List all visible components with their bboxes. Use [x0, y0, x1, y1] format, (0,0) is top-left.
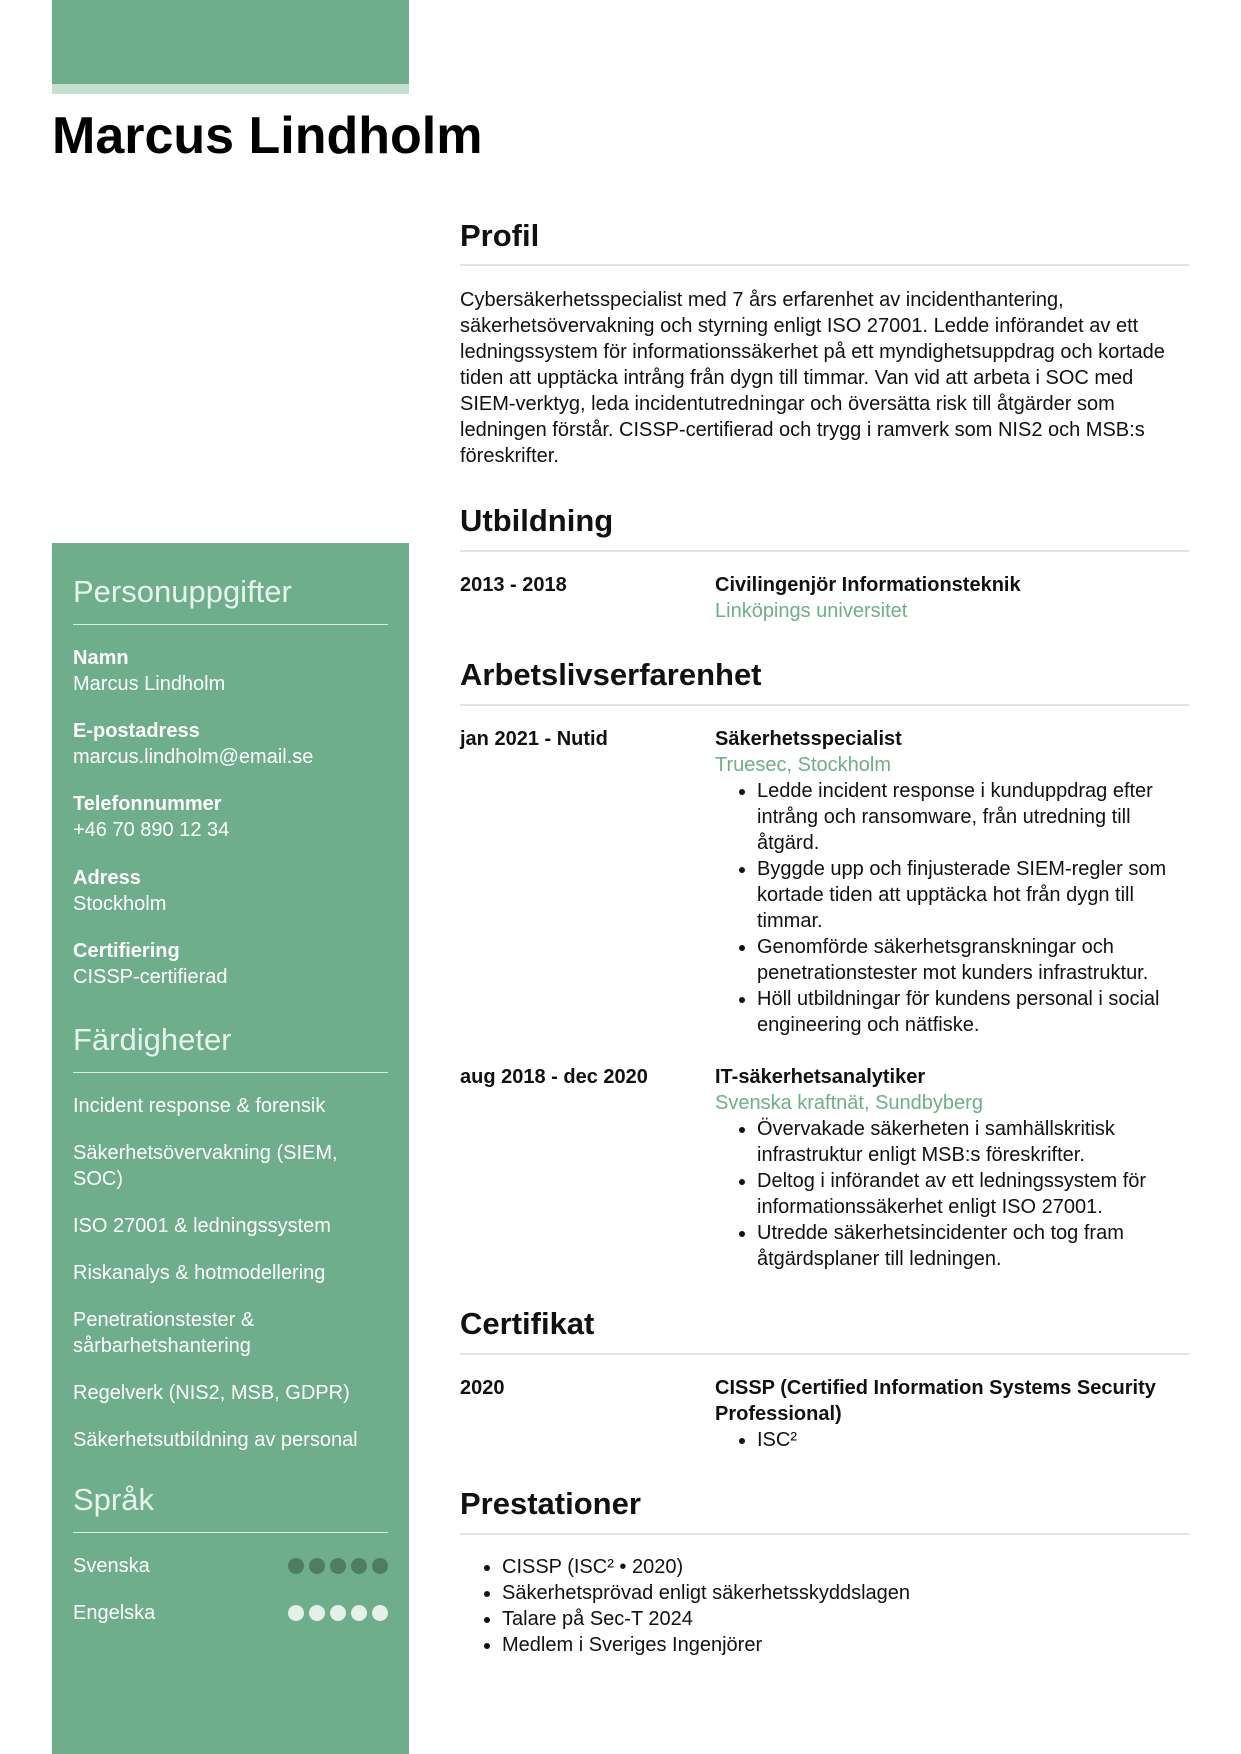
level-dot-empty — [372, 1605, 388, 1621]
skill-item: Säkerhetsutbildning av personal — [73, 1429, 358, 1451]
personal-info-heading: Personuppgifter — [73, 574, 292, 609]
bullet-item: • Ledde incident response i kunduppdrag efter intrång och ransomware, från utredning till åtgärd. — [757, 778, 1189, 856]
entry-date: jan 2021 - Nutid — [460, 728, 608, 750]
achievement-item: • Medlem i Sveriges Ingenjörer — [502, 1632, 1231, 1658]
page-title: Marcus Lindholm — [52, 107, 483, 165]
languages-section — [73, 1478, 388, 1624]
entry-date: 2020 — [460, 1377, 505, 1399]
entry-bullets — [715, 1427, 1189, 1453]
skill-item: Säkerhetsövervakning (SIEM, SOC) — [73, 1142, 338, 1190]
bullet-item: • Deltog i införandet av ett ledningssystem för informationssäkerhet enligt ISO 27001. — [757, 1168, 1189, 1220]
level-dot-filled — [309, 1558, 325, 1574]
skill-item: Riskanalys & hotmodellering — [73, 1262, 326, 1284]
entry-title: CISSP (Certified Information Systems Security Professional) — [715, 1377, 1156, 1425]
sidebar — [52, 543, 409, 1754]
label: Certifiering — [73, 940, 180, 962]
personal-item-email — [73, 718, 388, 770]
label: Namn — [73, 647, 129, 669]
value: CISSP-certifierad — [73, 966, 228, 988]
achievement-item: • Talare på Sec-T 2024 — [502, 1606, 1231, 1632]
profile-heading: Profil — [460, 218, 540, 253]
personal-item-certification — [73, 938, 388, 990]
divider — [460, 550, 1189, 552]
certificates-heading: Certifikat — [460, 1306, 595, 1341]
language-item — [73, 1553, 388, 1579]
entry-date: 2013 - 2018 — [460, 574, 567, 596]
entry-bullets — [715, 1116, 1189, 1272]
entry-body — [715, 1064, 1189, 1272]
language-name: Svenska — [73, 1555, 150, 1577]
skill-item: Incident response & forensik — [73, 1095, 326, 1117]
language-name: Engelska — [73, 1602, 156, 1624]
value: marcus.lindholm@email.se — [73, 746, 314, 768]
bullet-item: • Utredde säkerhetsincidenter och tog fram åtgärdsplaner till ledningen. — [757, 1220, 1189, 1272]
bullet-item: • Byggde upp och finjusterade SIEM-regler som kortade tiden att upptäcka hot från dygn till timmar. — [757, 856, 1189, 934]
entry-title: Civilingenjör Informationsteknik — [715, 574, 1021, 596]
achievement-item: • CISSP (ISC² • 2020) — [502, 1554, 1231, 1580]
entry-body — [715, 726, 1189, 1038]
label: Telefonnummer — [73, 793, 222, 815]
level-dot-filled — [330, 1558, 346, 1574]
entry-title: Säkerhetsspecialist — [715, 728, 902, 750]
personal-item-name — [73, 645, 388, 697]
entry-title: IT-säkerhetsanalytiker — [715, 1066, 926, 1088]
value: Stockholm — [73, 893, 167, 915]
skills-heading: Färdigheter — [73, 1022, 232, 1057]
personal-item-address — [73, 865, 388, 917]
value: Marcus Lindholm — [73, 673, 226, 695]
divider — [73, 1532, 388, 1533]
level-dot-empty — [351, 1605, 367, 1621]
profile-text: Cybersäkerhetsspecialist med 7 års erfarenhet av incidenthantering, säkerhetsövervakning och styrning enligt ISO 27001. Ledde införandet av ett ledningssystem för informationssäkerhet på ett myndighetsuppdrag och kortade tiden att upptäcka intrång från dygn till timmar. Van vid att arbeta i SOC med SIEM-verktyg, leda incidentutredningar och översätta risk till åtgärder som ledningen förstår. CISSP-certifierad och trygg i ramverk som NIS2 och MSB:s föreskrifter. — [460, 289, 1165, 467]
value: +46 70 890 12 34 — [73, 819, 230, 841]
language-level-dots — [288, 1605, 388, 1621]
skill-item: Penetrationstester & sårbarhetshantering — [73, 1309, 255, 1357]
skills-section — [73, 1018, 388, 1451]
header-accent-block — [52, 0, 409, 84]
personal-info-section — [73, 570, 388, 988]
entry-organization: Svenska kraftnät, Sundbyberg — [715, 1092, 983, 1114]
label: E-postadress — [73, 720, 200, 742]
bullet-item: • Övervakade säkerheten i samhällskritisk infrastruktur enligt MSB:s föreskrifter. — [757, 1116, 1189, 1168]
languages-heading: Språk — [73, 1482, 154, 1517]
language-level-dots — [288, 1558, 388, 1574]
level-dot-empty — [330, 1605, 346, 1621]
header-accent-stripe — [52, 84, 409, 94]
divider — [73, 1072, 388, 1073]
level-dot-filled — [288, 1558, 304, 1574]
bullet-item: • ISC² — [757, 1427, 1189, 1453]
level-dot-filled — [351, 1558, 367, 1574]
experience-heading: Arbetslivserfarenhet — [460, 657, 762, 692]
education-heading: Utbildning — [460, 503, 614, 538]
skill-item: Regelverk (NIS2, MSB, GDPR) — [73, 1382, 350, 1404]
entry-organization: Linköpings universitet — [715, 600, 908, 622]
level-dot-empty — [309, 1605, 325, 1621]
divider — [73, 624, 388, 625]
divider — [460, 1353, 1189, 1355]
bullet-item: • Genomförde säkerhetsgranskningar och penetrationstester mot kunders infrastruktur. — [757, 934, 1189, 986]
entry-body — [715, 572, 1189, 624]
achievements-heading: Prestationer — [460, 1486, 641, 1521]
divider — [460, 264, 1189, 266]
bullet-item: • Höll utbildningar för kundens personal i social engineering och nätfiske. — [757, 986, 1189, 1038]
entry-organization: Truesec, Stockholm — [715, 754, 891, 776]
label: Adress — [73, 867, 141, 889]
entry-bullets — [715, 778, 1189, 1038]
achievement-item: • Säkerhetsprövad enligt säkerhetsskyddslagen — [502, 1580, 1231, 1606]
entry-body — [715, 1375, 1189, 1453]
skill-item: ISO 27001 & ledningssystem — [73, 1215, 331, 1237]
personal-item-phone — [73, 791, 388, 843]
level-dot-empty — [288, 1605, 304, 1621]
language-item — [73, 1600, 388, 1626]
entry-date: aug 2018 - dec 2020 — [460, 1066, 648, 1088]
level-dot-filled — [372, 1558, 388, 1574]
divider — [460, 1533, 1189, 1535]
divider — [460, 704, 1189, 706]
achievements-list — [460, 1554, 1231, 1658]
